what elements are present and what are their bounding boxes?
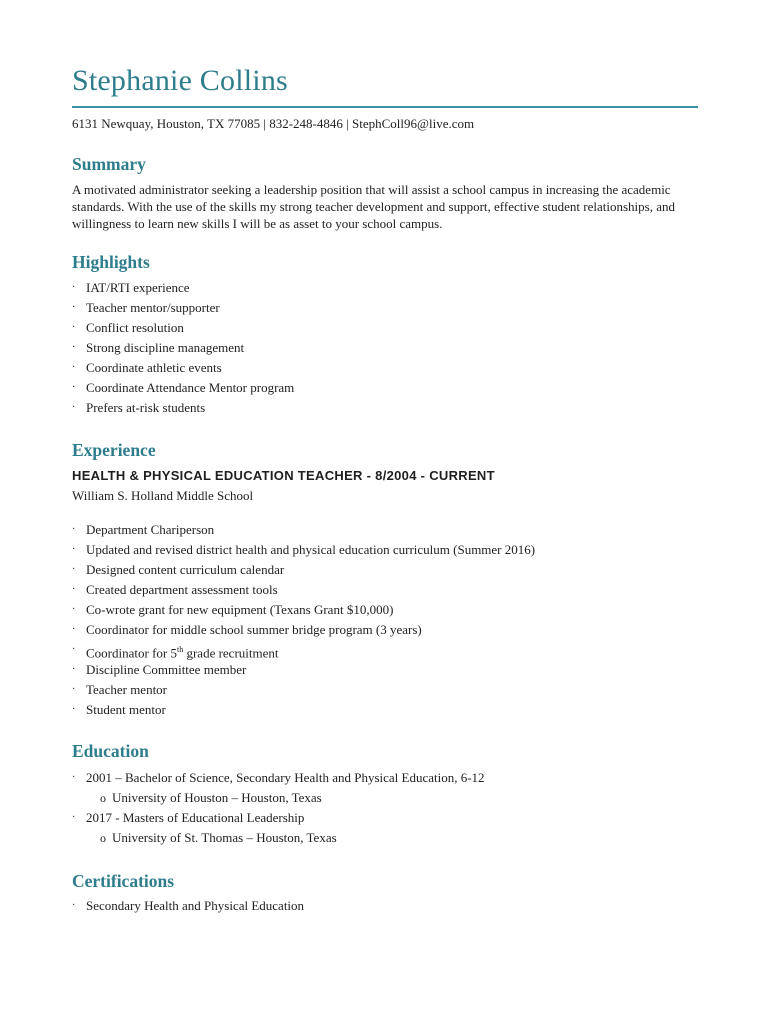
certifications-list xyxy=(72,896,304,916)
list-item xyxy=(72,768,485,788)
bullet-icon: · xyxy=(72,772,76,783)
highlights-heading: Highlights xyxy=(72,252,150,272)
experience-text: Discipline Committee member xyxy=(86,662,247,677)
bullet-icon: · xyxy=(72,322,76,333)
circle-bullet-icon: o xyxy=(100,791,106,805)
list-item xyxy=(72,640,535,660)
bullet-icon: · xyxy=(72,544,76,555)
ordinal-suffix: th xyxy=(176,645,184,654)
education-heading: Education xyxy=(72,741,149,761)
list-item xyxy=(72,560,535,580)
education-school: University of Houston – Houston, Texas xyxy=(112,790,322,805)
education-degree: 2017 - Masters of Educational Leadership xyxy=(86,810,305,825)
experience-text-rest: grade recruitment xyxy=(183,645,279,661)
list-item xyxy=(72,358,294,378)
highlight-text: Coordinate athletic events xyxy=(86,360,222,375)
education-school-row xyxy=(72,828,485,848)
experience-text: Teacher mentor xyxy=(86,682,168,697)
education-school: University of St. Thomas – Houston, Texas xyxy=(112,830,337,845)
list-item xyxy=(72,580,535,600)
bullet-icon: · xyxy=(72,624,76,635)
bullet-icon: · xyxy=(72,704,76,715)
bullet-icon: · xyxy=(72,664,76,675)
list-item xyxy=(72,700,535,720)
list-item xyxy=(72,398,294,418)
bullet-icon: · xyxy=(72,362,76,373)
experience-text: Department Chariperson xyxy=(86,522,215,537)
list-item xyxy=(72,278,294,298)
bullet-icon: · xyxy=(72,524,76,535)
list-item xyxy=(72,520,535,540)
list-item xyxy=(72,808,485,828)
certification-text: Secondary Health and Physical Education xyxy=(86,898,305,913)
list-item xyxy=(72,620,535,640)
bullet-icon: · xyxy=(72,402,76,413)
experience-text: Co-wrote grant for new equipment (Texans Grant $10,000) xyxy=(86,602,394,617)
experience-list xyxy=(72,520,535,720)
list-item xyxy=(72,318,294,338)
highlight-text: Coordinate Attendance Mentor program xyxy=(86,380,295,395)
bullet-icon: · xyxy=(72,644,76,655)
highlight-text: IAT/RTI experience xyxy=(86,280,190,295)
highlight-text: Conflict resolution xyxy=(86,320,184,335)
bullet-icon: · xyxy=(72,282,76,293)
experience-text: Updated and revised district health and physical education curriculum (Summer 2016) xyxy=(86,542,536,557)
list-item xyxy=(72,600,535,620)
list-item xyxy=(72,896,304,916)
list-item xyxy=(72,338,294,358)
education-degree: 2001 – Bachelor of Science, Secondary Health and Physical Education, 6-12 xyxy=(86,770,485,785)
bullet-icon: · xyxy=(72,812,76,823)
experience-text: Created department assessment tools xyxy=(86,582,278,597)
highlights-list xyxy=(72,278,294,418)
bullet-icon: · xyxy=(72,342,76,353)
education-list xyxy=(72,768,485,848)
experience-text: Designed content curriculum calendar xyxy=(86,562,285,577)
experience-text: Coordinator for 5 xyxy=(86,645,177,661)
bullet-icon: · xyxy=(72,302,76,313)
experience-text: Coordinator for middle school summer bridge program (3 years) xyxy=(86,622,422,637)
highlight-text: Teacher mentor/supporter xyxy=(86,300,220,315)
education-school-row xyxy=(72,788,485,808)
list-item xyxy=(72,378,294,398)
list-item xyxy=(72,540,535,560)
contact-line: 6131 Newquay, Houston, TX 77085 | 832-248-4846 | StephColl96@live.com xyxy=(72,116,475,131)
bullet-icon: · xyxy=(72,564,76,575)
bullet-icon: · xyxy=(72,900,76,911)
highlight-text: Prefers at-risk students xyxy=(86,400,206,415)
bullet-icon: · xyxy=(72,684,76,695)
certifications-heading: Certifications xyxy=(72,871,175,891)
list-item xyxy=(72,660,535,680)
experience-text: Student mentor xyxy=(86,702,166,717)
employer-name: William S. Holland Middle School xyxy=(72,488,254,503)
header-divider xyxy=(72,106,698,108)
summary-text: A motivated administrator seeking a leadership position that will assist a school campus in increasing the academic standards. With the use of the skills my strong teacher development and support, effective student relationships, and willingness to learn new skills I will be as asset to your school campus. xyxy=(72,182,675,231)
bullet-icon: · xyxy=(72,382,76,393)
bullet-icon: · xyxy=(72,604,76,615)
experience-heading: Experience xyxy=(72,440,156,460)
highlight-text: Strong discipline management xyxy=(86,340,245,355)
list-item xyxy=(72,298,294,318)
circle-bullet-icon: o xyxy=(100,831,106,845)
summary-heading: Summary xyxy=(72,154,146,174)
resume-name: Stephanie Collins xyxy=(72,64,288,97)
job-title: HEALTH & PHYSICAL EDUCATION TEACHER - 8/2004 - CURRENT xyxy=(72,468,495,483)
list-item xyxy=(72,680,535,700)
bullet-icon: · xyxy=(72,584,76,595)
